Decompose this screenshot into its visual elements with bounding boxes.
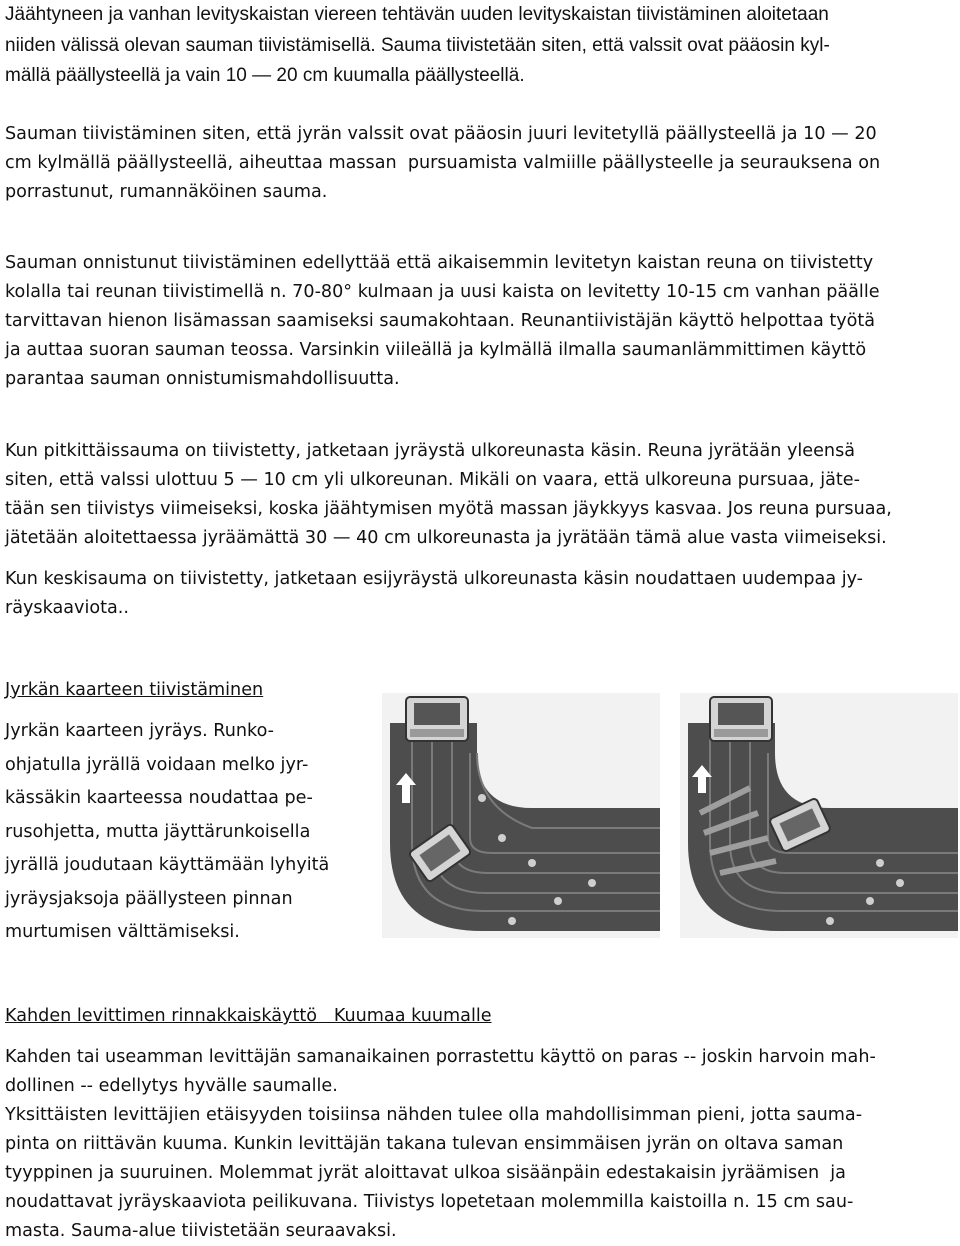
text-line: räyskaaviota..: [5, 598, 129, 618]
roller-curve-diagram-left: [382, 693, 660, 938]
seam-compaction-paragraph: [5, 120, 955, 207]
text-line: Sauman tiivistäminen siten, että jyrän valssit ovat pääosin juuri levitetyllä päällysteellä ja 10 — 20: [5, 124, 877, 144]
text-line: rusohjetta, mutta jäyttärunkoisella: [5, 821, 311, 842]
text-line: noudattavat jyräyskaaviota peilikuvana. Tiivistys lopetetaan molemmilla kaistoilla n. 15 cm sau-: [5, 1192, 854, 1212]
text-line: kässäkin kaarteessa noudattaa pe-: [5, 788, 313, 808]
text-line: Jyrkän kaarteen jyräys. Runko-: [5, 721, 275, 741]
text-line: Kun keskisauma on tiivistetty, jatketaan esijyräystä ulkoreunasta käsin noudattaen uudempaa jy-: [5, 569, 864, 589]
text-line: dollinen -- edellytys hyvälle saumalle.: [5, 1076, 338, 1096]
text-line: jätetään aloitettaessa jyräämättä 30 — 40 cm ulkoreunasta ja jyrätään tämä alue vasta viimeiseksi.: [5, 528, 887, 548]
center-seam-paragraph: [5, 565, 955, 623]
text-line: kolalla tai reunan tiivistimellä n. 70-80° kulmaan ja uusi kaista on levitetty 10-15 cm vanhan päälle: [5, 282, 880, 302]
intro-paragraph: [5, 0, 955, 92]
text-line: Kahden tai useamman levittäjän samanaikainen porrastettu käyttö on paras -- joskin harvoin mah-: [5, 1047, 876, 1067]
text-line: tään sen tiivistys viimeiseksi, koska jäähtymisen myötä massan jäykkyys kasvaa. Jos reuna pursuaa,: [5, 499, 892, 519]
text-line: pinta on riittävän kuuma. Kunkin levittäjän takana tulevan ensimmäisen jyrän on oltava saman: [5, 1134, 844, 1154]
parallel-pavers-paragraph-2: [5, 1101, 955, 1246]
text-line: ohjatulla jyrällä voidaan melko jyr-: [5, 754, 309, 775]
steep-curve-paragraph: [5, 715, 375, 950]
text-line: siten, että valssi ulottuu 5 — 10 cm yli ulkoreunan. Mikäli on vaara, että ulkoreuna pursuaa, jäte-: [5, 470, 860, 490]
curve-figures: [382, 693, 952, 938]
parallel-pavers-paragraph-1: [5, 1043, 955, 1101]
text-line: cm kylmällä päällysteellä, aiheuttaa massan pursuamista valmiille päällysteelle ja seurauksena on: [5, 153, 881, 173]
text-line: parantaa sauman onnistumismahdollisuutta.: [5, 369, 400, 389]
text-line: ja auttaa suoran sauman teossa. Varsinkin viileällä ja kylmällä ilmalla saumanlämmittimen käyttö: [5, 340, 867, 360]
section-heading: Kahden levittimen rinnakkaiskäyttö Kuumaa kuumalle: [5, 1006, 492, 1026]
section-heading: Jyrkän kaarteen tiivistäminen: [5, 680, 264, 700]
text-line: mällä päällysteellä ja vain 10 — 20 cm kuumalla päällysteellä.: [5, 65, 525, 86]
curve-diagram-right-icon: [680, 693, 958, 938]
parallel-pavers-heading: [5, 1002, 955, 1031]
text-line: tarvittavan hienon lisämassan saamiseksi saumakohtaan. Reunantiivistäjän käyttö helpottaa työtä: [5, 311, 876, 331]
curve-diagram-left-icon: [382, 693, 660, 938]
text-line: murtumisen välttämiseksi.: [5, 922, 240, 942]
longitudinal-seam-paragraph: [5, 437, 955, 553]
text-line: Sauman onnistunut tiivistäminen edellyttää että aikaisemmin levitetyn kaistan reuna on tiivistetty: [5, 253, 874, 273]
text-line: masta. Sauma-alue tiivistetään seuraavaksi.: [5, 1221, 397, 1241]
text-line: tyyppinen ja suuruinen. Molemmat jyrät aloittavat ulkoa sisäänpäin edestakaisin jyräämisen ja: [5, 1163, 846, 1183]
successful-seam-paragraph: [5, 249, 955, 394]
text-line: jyrällä joudutaan käyttämään lyhyitä: [5, 855, 330, 875]
roller-curve-diagram-right: [680, 693, 958, 938]
text-line: Jäähtyneen ja vanhan levityskaistan viereen tehtävän uuden levityskaistan tiivistäminen aloitetaan: [5, 4, 829, 25]
text-line: porrastunut, rumannäköinen sauma.: [5, 182, 328, 202]
text-line: Kun pitkittäissauma on tiivistetty, jatketaan jyräystä ulkoreunasta käsin. Reuna jyrätään yleensä: [5, 441, 856, 461]
text-line: Yksittäisten levittäjien etäisyyden toisiinsa nähden tulee olla mahdollisimman pieni, jotta sauma-: [5, 1105, 863, 1125]
text-line: niiden välissä olevan sauman tiivistämisellä. Sauma tiivistetään siten, että valssit ovat pääosin kyl-: [5, 34, 830, 56]
text-line: jyräysjaksoja päällysteen pinnan: [5, 888, 293, 909]
